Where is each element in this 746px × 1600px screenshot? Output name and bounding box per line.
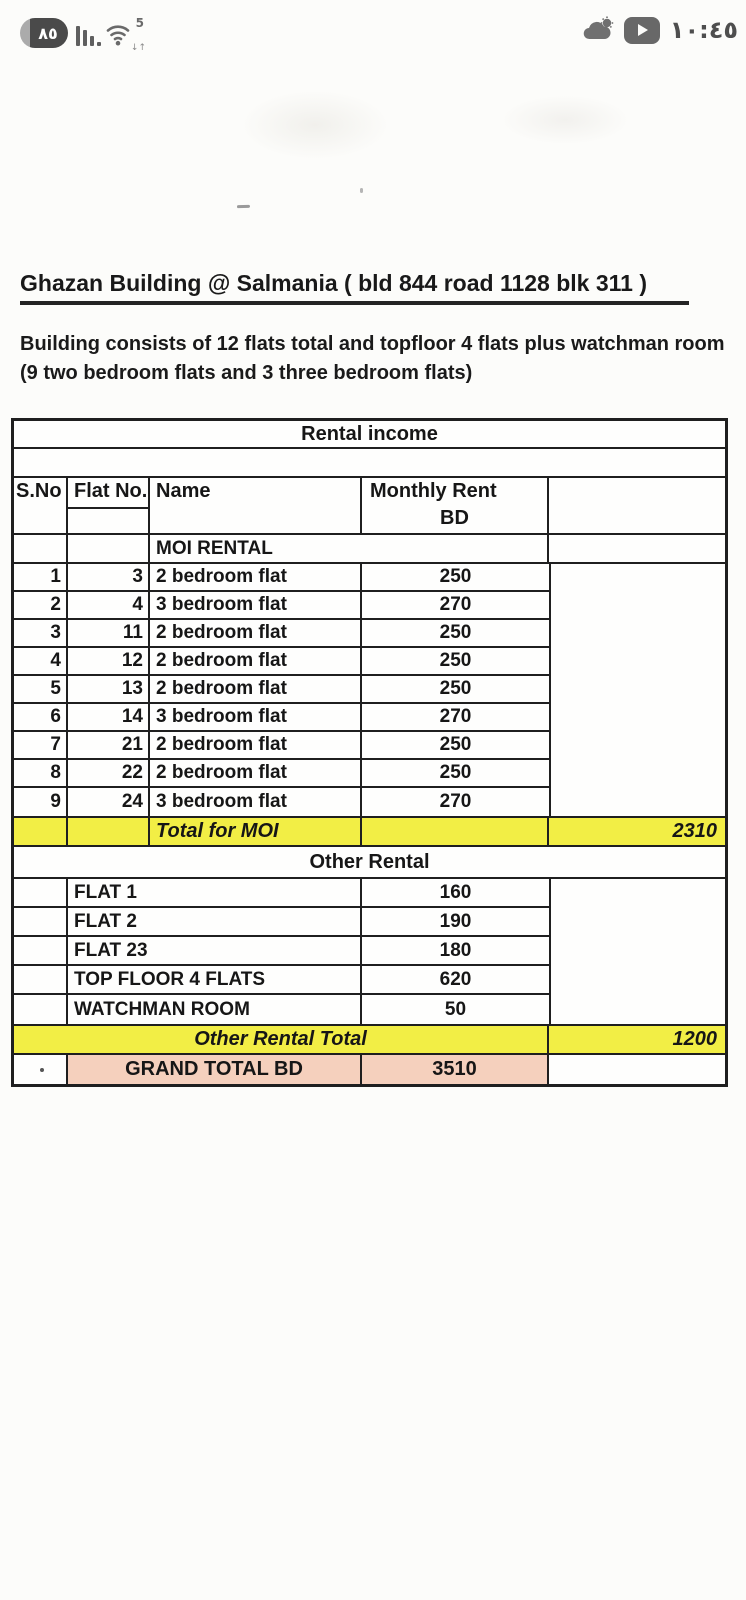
description-line-2: (9 two bedroom flats and 3 three bedroom flats) — [20, 362, 473, 384]
table-row — [14, 648, 549, 676]
table-row — [14, 592, 549, 620]
cell-flat-no: 22 — [68, 760, 150, 786]
wifi-icon — [104, 18, 146, 52]
cell-sno: 3 — [14, 620, 68, 646]
table-row — [14, 788, 549, 816]
cell-name: 3 bedroom flat — [150, 592, 362, 618]
cell-rent: 180 — [439, 939, 472, 961]
cell-flat-no: 11 — [68, 620, 150, 646]
header-name: Name — [150, 478, 362, 533]
cell-label: FLAT 23 — [68, 937, 362, 964]
document-title: Ghazan Building @ Salmania ( bld 844 road 1128 blk 311 ) — [20, 270, 689, 305]
rental-income-table — [11, 418, 728, 1087]
header-currency-label: BD — [440, 507, 469, 529]
moi-total-row — [14, 818, 725, 847]
cell-label: TOP FLOOR 4 FLATS — [68, 966, 362, 993]
clock: ١٠:٤٥ — [669, 16, 738, 44]
moi-section-label: MOI RENTAL — [150, 535, 549, 562]
cell-rent: 190 — [439, 910, 472, 932]
moi-total-value: 2310 — [672, 820, 717, 842]
description-line-1: Building consists of 12 flats total and topfloor 4 flats plus watchman room — [20, 333, 725, 355]
column-header-row — [14, 478, 725, 535]
other-rental-total-label: Other Rental Total — [14, 1026, 549, 1053]
cell-name: 2 bedroom flat — [150, 732, 362, 758]
table-row — [14, 937, 549, 966]
cell-name: 2 bedroom flat — [150, 760, 362, 786]
empty-row — [14, 449, 725, 478]
table-row — [14, 760, 549, 788]
battery-indicator — [20, 18, 68, 48]
cell-rent: 270 — [439, 594, 472, 615]
cell-rent: 270 — [439, 791, 472, 812]
table-row — [14, 564, 549, 592]
navigation-bar — [0, 1510, 746, 1600]
cell-flat-no: 13 — [68, 676, 150, 702]
moi-section-row — [14, 535, 725, 564]
table-row — [14, 676, 549, 704]
wifi-traffic-arrows: ↓↑ — [130, 43, 146, 53]
cell-name: 2 bedroom flat — [150, 564, 362, 590]
cell-rent: 270 — [439, 706, 472, 727]
table-row — [14, 966, 549, 995]
cell-flat-no: 3 — [68, 564, 150, 590]
grand-total-label: GRAND TOTAL BD — [68, 1055, 362, 1084]
cell-sno: 1 — [14, 564, 68, 590]
table-row — [14, 995, 549, 1024]
cell-flat-no: 12 — [68, 648, 150, 674]
other-total-column-cell — [549, 879, 725, 1024]
cell-rent: 160 — [439, 881, 472, 903]
grand-total-sno-cell — [14, 1055, 68, 1084]
other-rental-total-row — [14, 1026, 725, 1055]
cell-flat-no: 21 — [68, 732, 150, 758]
cell-rent: 250 — [439, 566, 472, 587]
cell-rent: 250 — [439, 734, 472, 755]
cell-sno: 5 — [14, 676, 68, 702]
table-row — [14, 620, 549, 648]
cellular-signal-icon — [76, 24, 102, 48]
cell-sno: 9 — [14, 788, 68, 816]
table-row — [14, 908, 549, 937]
scan-speck — [237, 205, 250, 208]
scan-smudge — [500, 95, 630, 145]
cell-name: 2 bedroom flat — [150, 648, 362, 674]
table-row — [14, 879, 549, 908]
table-row — [14, 704, 549, 732]
cell-sno: 4 — [14, 648, 68, 674]
grand-total-row — [14, 1055, 725, 1084]
cell-name: 2 bedroom flat — [150, 676, 362, 702]
cell-sno: 7 — [14, 732, 68, 758]
cell-rent: 250 — [439, 678, 472, 699]
battery-percent: ٨٥ — [38, 23, 58, 43]
scan-speck — [360, 188, 363, 193]
cell-rent: 620 — [439, 968, 472, 990]
table-row — [14, 732, 549, 760]
cell-flat-no: 14 — [68, 704, 150, 730]
cell-label: FLAT 2 — [68, 908, 362, 935]
cell-sno: 8 — [14, 760, 68, 786]
moi-total-column-cell — [549, 564, 725, 816]
header-monthly-rent-label: Monthly Rent — [370, 480, 497, 502]
cell-flat-no: 4 — [68, 592, 150, 618]
moi-total-label: Total for MOI — [150, 818, 362, 845]
status-bar — [0, 0, 746, 64]
cell-name: 2 bedroom flat — [150, 620, 362, 646]
cell-rent: 250 — [439, 762, 472, 783]
grand-total-empty-cell — [549, 1055, 725, 1084]
header-sno: S.No — [14, 478, 68, 533]
cell-rent: 50 — [444, 998, 467, 1020]
header-flat-no: Flat No. — [68, 478, 150, 533]
cell-rent: 250 — [439, 650, 472, 671]
cell-label: FLAT 1 — [68, 879, 362, 906]
weather-cloud-icon — [582, 16, 614, 44]
youtube-icon — [624, 17, 660, 44]
cell-label: WATCHMAN ROOM — [68, 995, 362, 1024]
document-description — [20, 330, 726, 388]
other-rental-section-header: Other Rental — [14, 847, 725, 879]
wifi-arcs — [104, 18, 134, 48]
scan-smudge — [240, 90, 390, 160]
table-title: Rental income — [14, 421, 725, 449]
header-total-column — [549, 478, 725, 533]
cell-sno: 6 — [14, 704, 68, 730]
wifi-generation-label: 5 — [135, 16, 144, 30]
other-rental-total-value: 1200 — [672, 1028, 717, 1050]
cell-flat-no: 24 — [68, 788, 150, 816]
cell-name: 3 bedroom flat — [150, 704, 362, 730]
grand-total-value: 3510 — [362, 1055, 549, 1084]
moi-data-region — [14, 564, 725, 818]
cell-sno: 2 — [14, 592, 68, 618]
cell-name: 3 bedroom flat — [150, 788, 362, 816]
cell-rent: 250 — [439, 622, 472, 643]
scan-speck — [40, 1068, 44, 1072]
other-rental-data-region — [14, 879, 725, 1026]
header-monthly-rent — [362, 478, 549, 533]
